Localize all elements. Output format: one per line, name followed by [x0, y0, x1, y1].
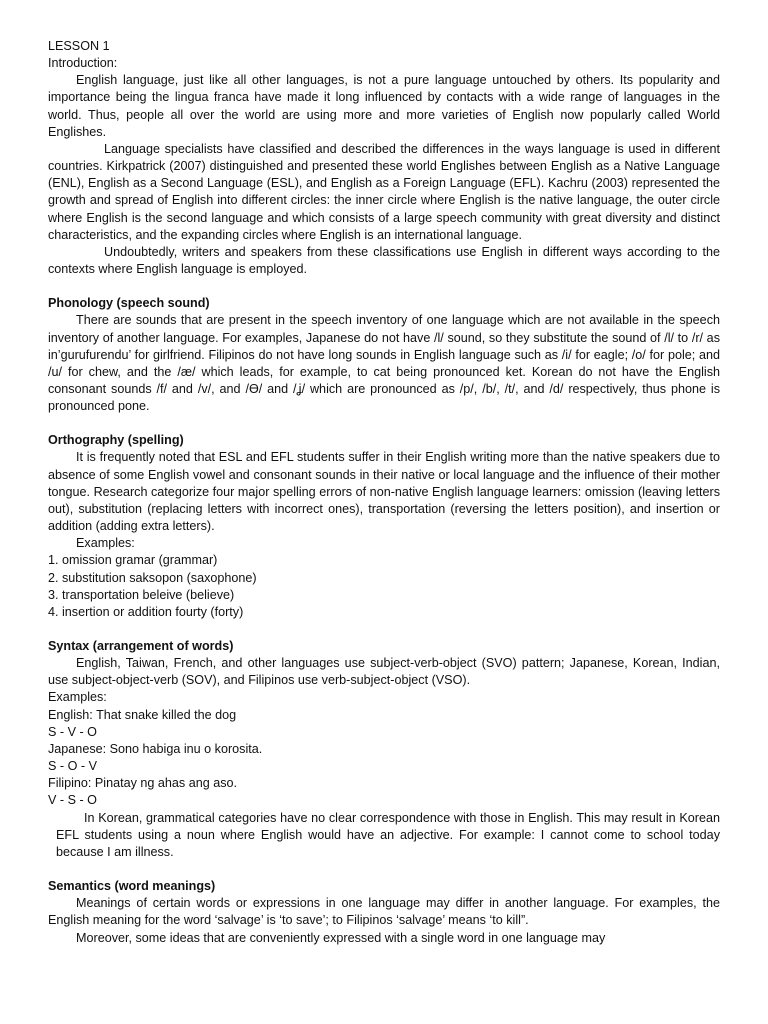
intro-paragraph-1: English language, just like all other languages, is not a pure language untouched by others. Its popularity and importance being the lingua franca have made it long influenced by contacts with a wide range of languages in the world. Thus, people all over the world are using more and more varieties of English now popularly called World Englishes. [48, 73, 720, 139]
document-body [48, 38, 720, 947]
spelling-example: 3. transportation beleive (believe) [48, 587, 235, 602]
syntax-example-line: V - S - O [48, 793, 97, 808]
intro-heading: Introduction: [48, 56, 118, 71]
section-spacer [48, 415, 720, 432]
syntax-heading: Syntax (arrangement of words) [48, 639, 234, 653]
lesson-title: LESSON 1 [48, 39, 110, 53]
spelling-example: 4. insertion or addition fourty (forty) [48, 604, 244, 619]
syntax-example-line: Japanese: Sono habiga inu o korosita. [48, 741, 263, 756]
orthography-paragraph: It is frequently noted that ESL and EFL students suffer in their English writing more than the native speakers due to absence of some English vowel and consonant sounds in their native or local language and the influence of their mother tongue. Research categorize four major spelling errors of non-native English language learners: omission (leaving letters out), substitution (replacing letters with incorrect ones), transportation (reversing the letters position), and insertion or addition (adding extra letters). [48, 450, 720, 534]
intro-paragraph-3: Undoubtedly, writers and speakers from these classifications use English in different ways according to the contexts where English language is employed. [48, 244, 720, 277]
syntax-example-line: S - V - O [48, 724, 97, 739]
syntax-example-line: S - O - V [48, 759, 97, 774]
phonology-paragraph: There are sounds that are present in the speech inventory of one language which are not available in the speech inventory of another language. For examples, Japanese do not have /l/ sound, so they substitute the sound of /l/ to /r/ as in’gurufurendu’ for girlfriend. Filipinos do not have long sounds in English language such as /i/ for eagle; /o/ for pole; and /u/ for chew, and the /æ/ which leads, for example, to cat being pronounced ket. Korean do not have the English consonant sounds /f/ and /v/, and /Ɵ/ and /ʝ/ which are pronounced as /p/, /b/, /t/, and /d/ respectively, thus phone is pronounced pone. [48, 313, 720, 414]
syntax-examples-label: Examples: [48, 690, 107, 705]
syntax-example-line: English: That snake killed the dog [48, 707, 237, 722]
spelling-example: 1. omission gramar (grammar) [48, 553, 218, 568]
spelling-example: 2. substitution saksopon (saxophone) [48, 570, 257, 585]
syntax-example-line: Filipino: Pinatay ng ahas ang aso. [48, 776, 238, 791]
semantics-paragraph-1: Meanings of certain words or expressions in one language may differ in another language. For examples, the English meaning for the word ‘salvage’ is ‘to save’; to Filipinos ‘salvage’ means ‘to kill”. [48, 896, 720, 928]
syntax-paragraph: English, Taiwan, French, and other languages use subject-verb-object (SVO) pattern; Japanese, Korean, Indian, use subject-object-verb (SOV), and Filipinos use verb-subject-object (VSO). [48, 656, 720, 688]
orthography-heading: Orthography (spelling) [48, 433, 184, 448]
section-spacer [48, 861, 720, 878]
section-spacer [48, 278, 720, 295]
intro-paragraph-2: Language specialists have classified and described the differences in the ways language is used in different countries. Kirkpatrick (2007) distinguished and presented these world Englishes between English as a Native Language (ENL), English as a Second Language (ESL), and English as a Foreign Language (EFL). Kachru (2003) represented the growth and spread of English into different circles: the inner circle where English is the native language, the outer circle where English is the second language and which consists of a large speech community with great diversity and distinct characteristics, and the expanding circles where English is an international language. [48, 141, 720, 242]
phonology-heading: Phonology (speech sound) [48, 296, 210, 311]
semantics-heading: Semantics (word meanings) [48, 879, 216, 894]
semantics-paragraph-2: Moreover, some ideas that are conveniently expressed with a single word in one language may [76, 930, 606, 945]
orthography-examples-label: Examples: [76, 536, 135, 551]
section-spacer [48, 621, 720, 638]
korean-paragraph: In Korean, grammatical categories have no clear correspondence with those in English. This may result in Korean EFL students using a noun where English would have an adjective. For example: I cannot come to school today because I am illness. [56, 810, 720, 859]
